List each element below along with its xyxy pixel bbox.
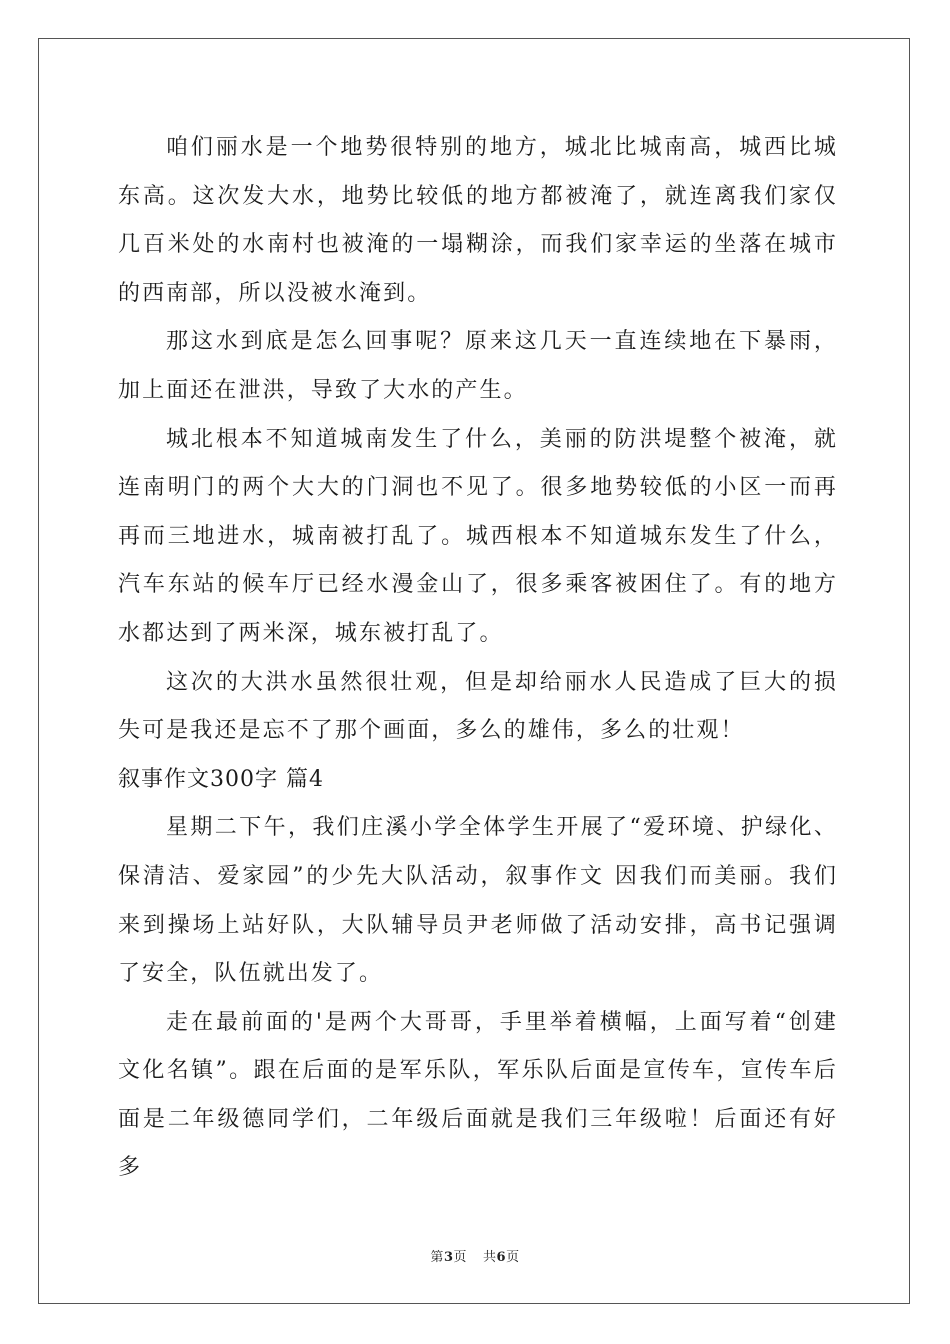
page-label-suffix: 页 (453, 1250, 467, 1265)
paragraph: 城北根本不知道城南发生了什么，美丽的防洪堤整个被淹，就连南明门的两个大大的门洞也不见了。很多地势较低的小区一而再再而三地进水，城南被打乱了。城西根本不知道城东发生了什么，汽车东站的候车厅已经水漫金山了，很多乘客被困住了。有的地方水都达到了两米深，城东被打乱了。 (118, 426, 838, 646)
paragraph: 咱们丽水是一个地势很特别的地方，城北比城南高，城西比城东高。这次发大水，地势比较低的地方都被淹了，就连离我们家仅几百米处的水南村也被淹的一塌糊涂，而我们家幸运的坐落在城市的西南部，所以没被水淹到。 (118, 135, 838, 306)
page-label-prefix: 第 (430, 1250, 444, 1265)
paragraph: 走在最前面的'是两个大哥哥，手里举着横幅，上面写着“创建文化名镇”。跟在后面的是军乐队，军乐队后面是宣传车，宣传车后面是二年级德同学们，二年级后面就是我们三年级啦！后面还有好多 (118, 1009, 838, 1181)
document-body (118, 124, 838, 1193)
paragraph: 这次的大洪水虽然很壮观，但是却给丽水人民造成了巨大的损失可是我还是忘不了那个画面，多么的雄伟，多么的壮观！ (118, 669, 838, 744)
page-footer (0, 1246, 950, 1265)
paragraph: 星期二下午，我们庄溪小学全体学生开展了“爱环境、护绿化、保清洁、爱家园”的少先大队活动，叙事作文 因我们而美丽。我们来到操场上站好队，大队辅导员尹老师做了活动安排，高书记强调了安全，队伍就出发了。 (118, 815, 838, 987)
paragraph: 那这水到底是怎么回事呢？原来这几天一直连续地在下暴雨，加上面还在泄洪，导致了大水的产生。 (118, 329, 838, 403)
total-label-suffix: 页 (506, 1250, 520, 1265)
total-pages: 6 (496, 1250, 507, 1265)
page-number: 3 (443, 1250, 454, 1265)
total-label-prefix: 共 (483, 1250, 497, 1265)
section-heading: 叙事作文300字 篇4 (118, 766, 324, 792)
